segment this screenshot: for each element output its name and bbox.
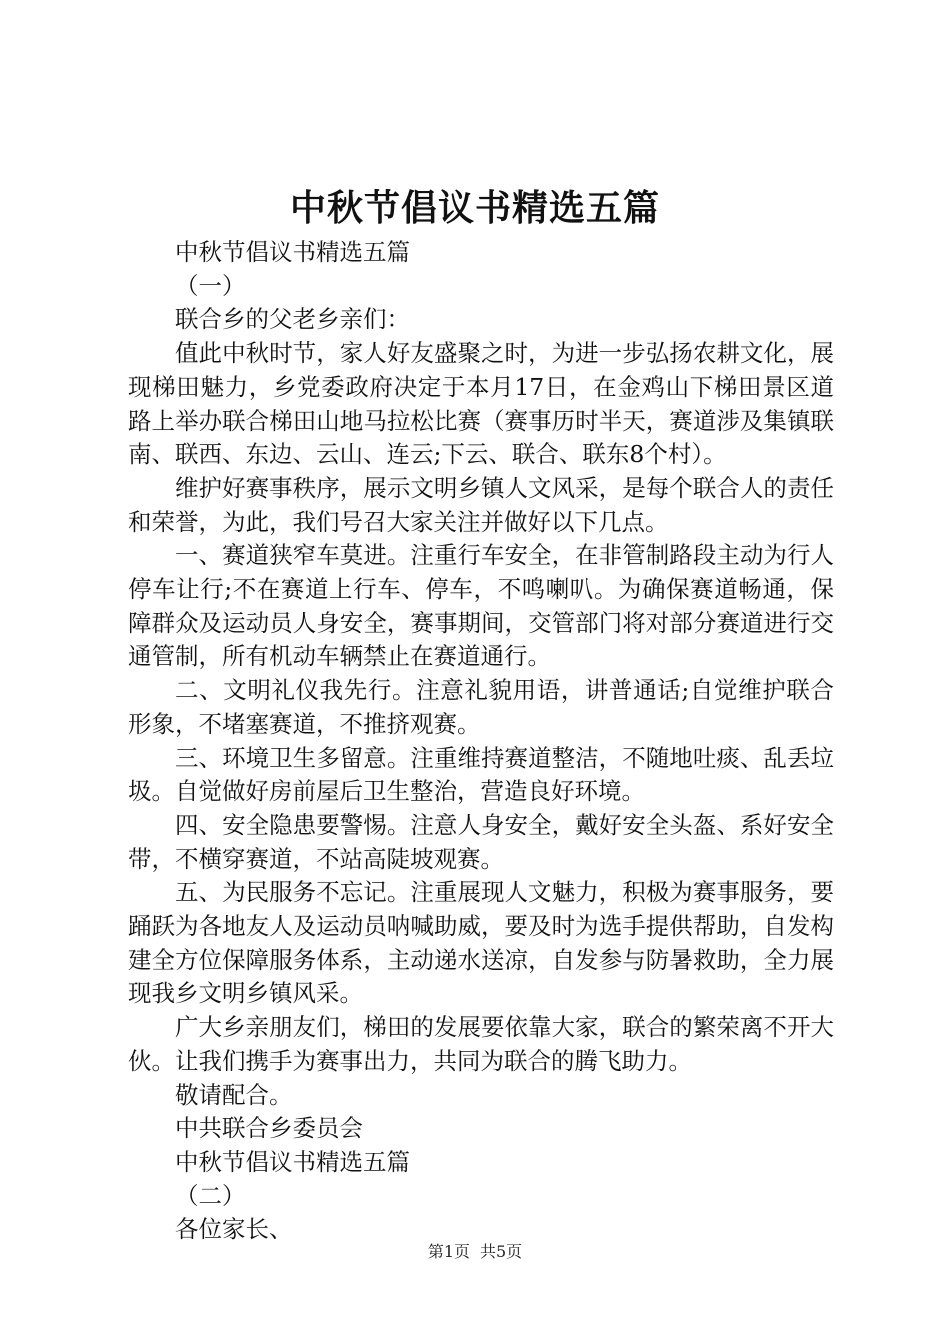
salutation: 联合乡的父老乡亲们： bbox=[175, 305, 410, 334]
body-paragraph: 二、文明礼仪我先行。注意礼貌用语，讲普通话;自觉维护联合形象，不堵塞赛道，不推挤观赛。 bbox=[128, 676, 834, 738]
body-paragraph: 五、为民服务不忘记。注重展现人文魅力，积极为赛事服务，要踊跃为各地友人及运动员呐喊助威，要及时为选手提供帮助，自发构建全方位保障服务体系，主动递水送凉，自发参与防暑救助，全力展现我乡文明乡镇风采。 bbox=[128, 878, 834, 1008]
page-number-current: 第1页 bbox=[427, 1242, 470, 1261]
page-footer bbox=[0, 1240, 950, 1264]
page-number-total: 共5页 bbox=[480, 1242, 523, 1261]
section-number: （一） bbox=[175, 271, 246, 300]
body-paragraph: 维护好赛事秩序，展示文明乡镇人文风采，是每个联合人的责任和荣誉，为此，我们号召大家关注并做好以下几点。 bbox=[128, 473, 834, 536]
closing-line: 敬请配合。 bbox=[175, 1080, 293, 1109]
document-title: 中秋节倡议书精选五篇 bbox=[289, 187, 660, 229]
document-body bbox=[128, 236, 834, 1247]
body-paragraph: 三、环境卫生多留意。注重维持赛道整洁，不随地吐痰、乱丢垃圾。自觉做好房前屋后卫生整治，营造良好环境。 bbox=[128, 743, 834, 806]
body-paragraph: 广大乡亲朋友们，梯田的发展要依靠大家，联合的繁荣离不开大伙。让我们携手为赛事出力，共同为联合的腾飞助力。 bbox=[128, 1013, 834, 1075]
signature-line: 中共联合乡委员会 bbox=[175, 1114, 363, 1143]
body-paragraph: 值此中秋时节，家人好友盛聚之时，为进一步弘扬农耕文化，展现梯田魅力，乡党委政府决定于本月17日，在金鸡山下梯田景区道路上举办联合梯田山地马拉松比赛（赛事历时半天，赛道涉及集镇联南、联西、东边、云山、连云;下云、联合、联东8个村）。 bbox=[128, 339, 834, 469]
subtitle-paragraph: 中秋节倡议书精选五篇 bbox=[175, 1147, 410, 1176]
salutation: 各位家长、 bbox=[175, 1215, 293, 1244]
section-number: （二） bbox=[175, 1181, 246, 1210]
body-paragraph: 四、安全隐患要警惕。注意人身安全，戴好安全头盔、系好安全带，不横穿赛道，不站高陡坡观赛。 bbox=[128, 810, 834, 873]
subtitle-paragraph: 中秋节倡议书精选五篇 bbox=[175, 238, 410, 266]
body-paragraph: 一、赛道狭窄车莫进。注重行车安全，在非管制路段主动为行人停车让行;不在赛道上行车、停车，不鸣喇叭。为确保赛道畅通，保障群众及运动员人身安全，赛事期间，交管部门将对部分赛道进行交通管制，所有机动车辆禁止在赛道通行。 bbox=[128, 541, 834, 671]
